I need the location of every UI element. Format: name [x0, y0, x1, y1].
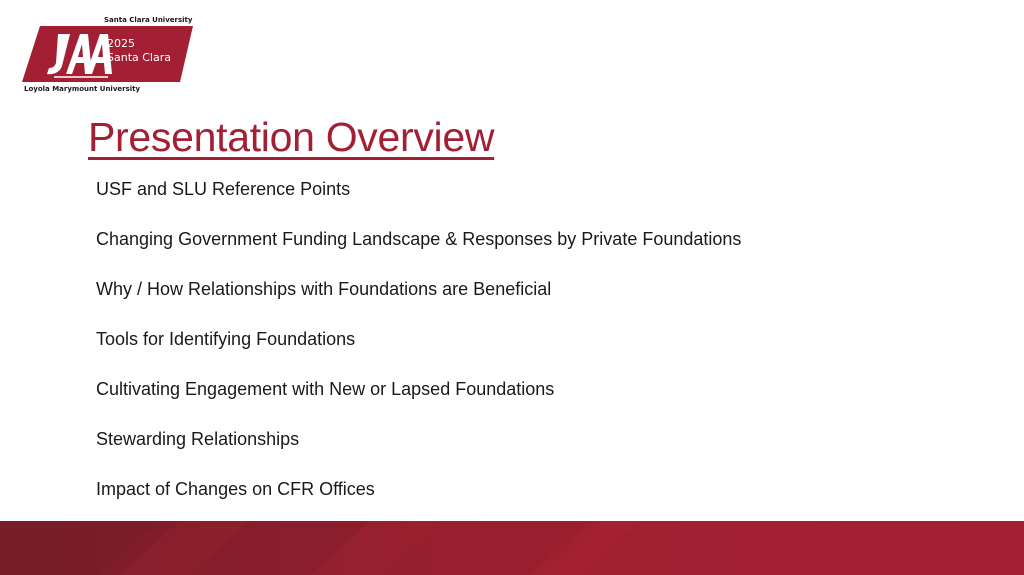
logo-city: Santa Clara — [107, 51, 171, 64]
agenda-item: Stewarding Relationships — [96, 429, 300, 449]
agenda-item: USF and SLU Reference Points — [96, 179, 351, 199]
agenda-item: Cultivating Engagement with New or Lapsed Foundations — [96, 379, 555, 399]
agenda-item: Changing Government Funding Landscape & Responses by Private Foundations — [96, 229, 742, 249]
agenda-list — [96, 176, 741, 526]
logo-top-text: Santa Clara University — [104, 16, 193, 24]
agenda-item: Impact of Changes on CFR Offices — [96, 479, 375, 499]
agenda-item: Why / How Relationships with Foundations are Beneficial — [96, 279, 552, 299]
slide-title: Presentation Overview — [88, 114, 495, 160]
footer-stripes-icon — [0, 521, 1024, 575]
agenda-item: Tools for Identifying Foundations — [96, 329, 356, 349]
footer-banner — [0, 521, 1024, 575]
logo-bottom-text: Loyola Marymount University — [24, 85, 141, 93]
logo-year: 2025 — [107, 37, 135, 50]
